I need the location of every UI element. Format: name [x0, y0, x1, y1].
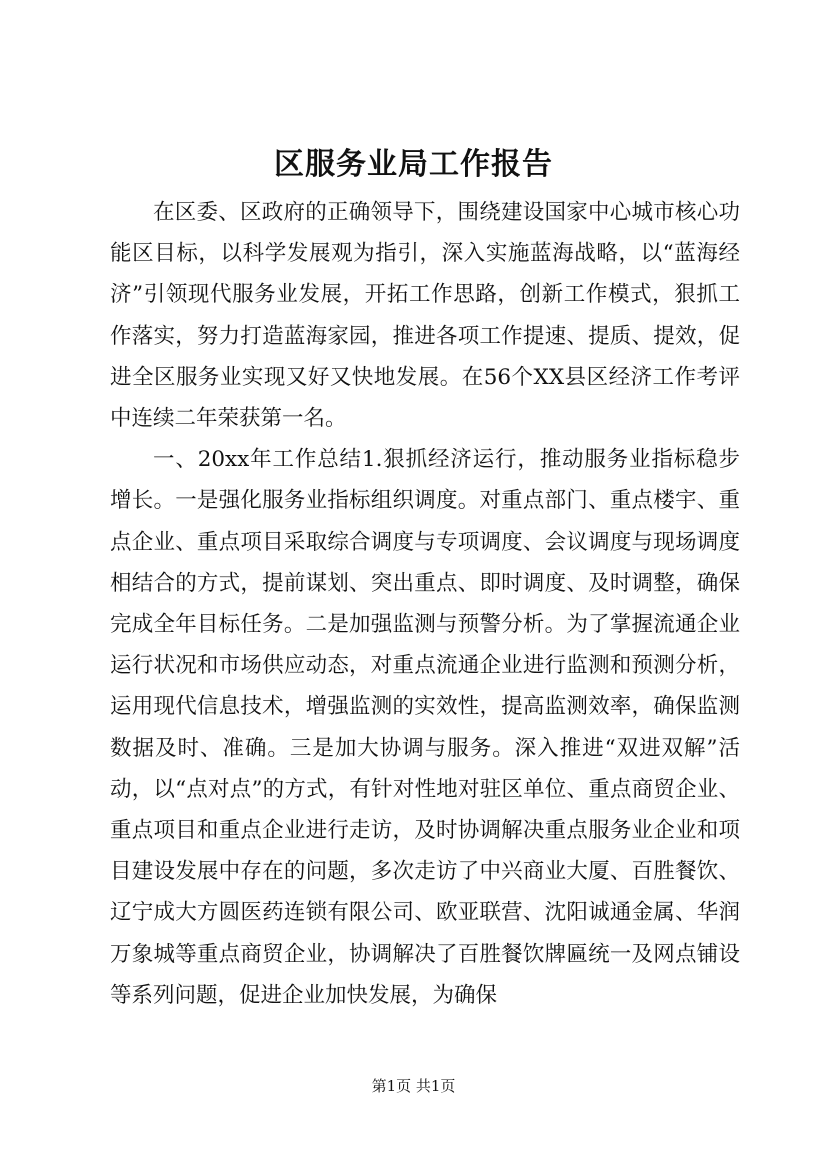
- paragraph-summary: 一、20xx年工作总结1.狠抓经济运行，推动服务业指标稳步增长。一是强化服务业指标组织调度。对重点部门、重点楼宇、重点企业、重点项目采取综合调度与专项调度、会议调度与现场调度相结合的方式，提前谋划、突出重点、即时调度、及时调整，确保完成全年目标任务。二是加强监测与预警分析。为了掌握流通企业运行状况和市场供应动态，对重点流通企业进行监测和预测分析，运用现代信息技术，增强监测的实效性，提高监测效率，确保监测数据及时、准确。三是加大协调与服务。深入推进“双进双解”活动，以“点对点”的方式，有针对性地对驻区单位、重点商贸企业、重点项目和重点企业进行走访，及时协调解决重点服务业企业和项目建设发展中存在的问题，多次走访了中兴商业大厦、百胜餐饮、辽宁成大方圆医药连锁有限公司、欧亚联营、沈阳诚通金属、华润万象城等重点商贸企业，协调解决了百胜餐饮牌匾统一及网点铺设等系列问题，促进企业加快发展，为确保: [110, 447, 740, 1008]
- page-number-label: 第1页 共1页: [371, 1077, 456, 1095]
- paragraph-intro: 在区委、区政府的正确领导下，围绕建设国家中心城市核心功能区目标，以科学发展观为指引，深入实施蓝海战略，以“蓝海经济”引领现代服务业发展，开拓工作思路，创新工作模式，狠抓工作落实，努力打造蓝海家园，推进各项工作提速、提质、提效，促进全区服务业实现又好又快地发展。在56个XX县区经济工作考评中连续二年荣获第一名。: [110, 200, 740, 432]
- document-body: [110, 192, 740, 1016]
- document-title: 区服务业局工作报告: [274, 147, 553, 182]
- page-footer: [0, 1076, 827, 1096]
